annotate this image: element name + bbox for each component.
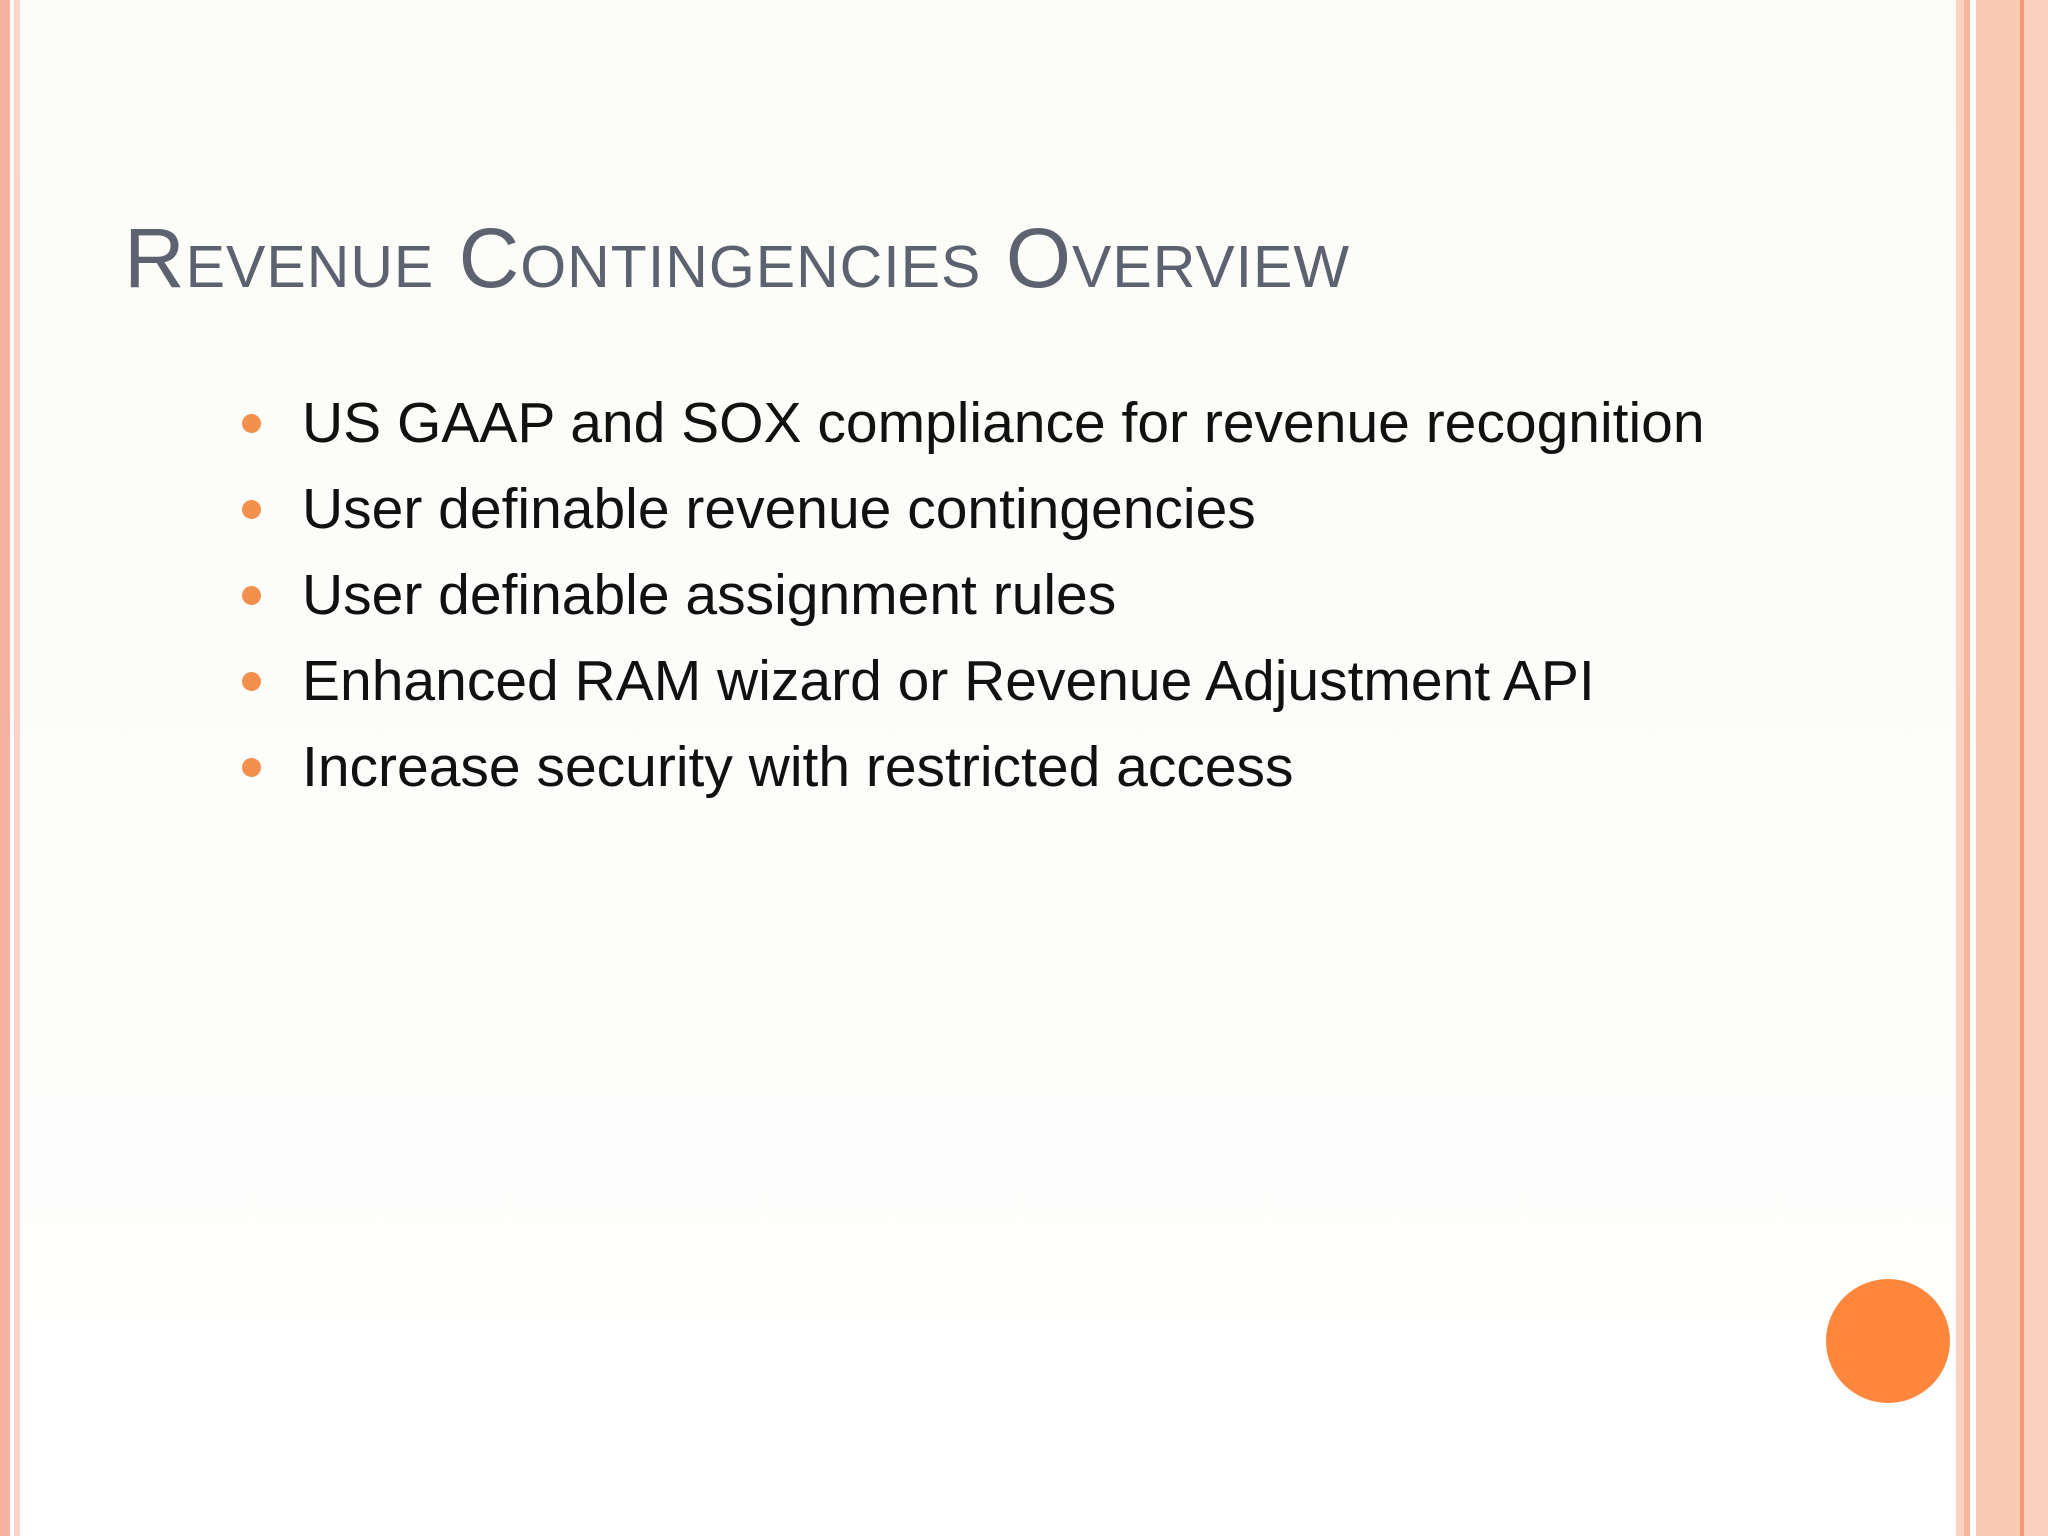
bullet-text: User definable assignment rules <box>302 563 1117 627</box>
bullet-text: Enhanced RAM wizard or Revenue Adjustment API <box>302 649 1595 713</box>
bullet-item <box>240 557 1705 643</box>
left-border-stripe-inner <box>14 0 20 1536</box>
bullet-item <box>240 729 1705 815</box>
bullet-item <box>240 643 1705 729</box>
bullet-dot-icon <box>242 672 261 691</box>
bullet-dot-icon <box>242 758 261 777</box>
bullet-text: User definable revenue contingencies <box>302 477 1256 541</box>
bullet-dot-icon <box>242 586 261 605</box>
left-border-stripe <box>0 0 10 1536</box>
right-border-stripe-5 <box>2024 0 2048 1536</box>
orange-circle-decoration <box>1826 1279 1950 1403</box>
bullet-item <box>240 471 1705 557</box>
right-border-stripe-1 <box>1956 0 1964 1536</box>
right-border-stripe-3 <box>1976 0 2020 1536</box>
slide-title: Revenue Contingencies Overview <box>124 211 1351 305</box>
bullet-item <box>240 385 1705 471</box>
bullet-list <box>240 385 1705 815</box>
bullet-dot-icon <box>242 414 261 433</box>
bullet-dot-icon <box>242 500 261 519</box>
bullet-text: US GAAP and SOX compliance for revenue recognition <box>302 391 1705 455</box>
bullet-text: Increase security with restricted access <box>302 735 1294 799</box>
right-border-stripe-2 <box>1964 0 1970 1536</box>
